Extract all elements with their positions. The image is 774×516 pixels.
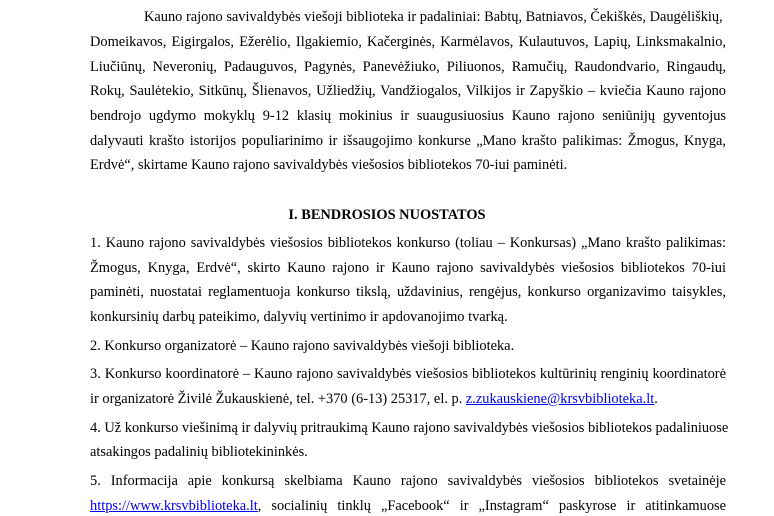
p5-line-2 bbox=[90, 497, 726, 515]
p1-line-2: Žmogus, Knyga, Erdvė“, skirto Kauno rajono ir Kauno rajono savivaldybės viešosios bibliotekos 70-iui bbox=[90, 260, 726, 276]
intro-line-6: dalyvauti krašto istorijos populiarinimo ir išsaugojimo konkurse „Mano krašto palikimas: Žmogus, Knyga, bbox=[90, 133, 726, 149]
intro-line-3: Liučiūnų, Neveronių, Padauguvos, Pagynės, Panevėžiuko, Piliuonos, Ramučių, Raudondvario, Ringaudų, bbox=[90, 59, 726, 75]
intro-line-2: Domeikavos, Eigirgalos, Ežerėlio, Ilgakiemio, Kačerginės, Karmėlavos, Kulautuvos, Lapių, Linksmakalnio, bbox=[90, 34, 726, 50]
section-heading: I. BENDROSIOS NUOSTATOS bbox=[288, 207, 486, 223]
p3-line-2-end: . bbox=[654, 391, 658, 407]
p3-line-2-text: ir organizatorė Živilė Žukauskienė, tel. +370 (6-13) 25317, el. p. bbox=[90, 391, 466, 407]
p2-line: 2. Konkurso organizatorė – Kauno rajono savivaldybės viešoji biblioteka. bbox=[90, 338, 515, 354]
p5-line-2-text: , socialinių tinklų „Facebook“ ir „Instagram“ paskyrose ir atitinkamuose bbox=[257, 498, 726, 514]
p5-line-1: 5. Informacija apie konkursą skelbiama Kauno rajono savivaldybės viešosios bibliotekos svetainėje bbox=[90, 473, 726, 489]
intro-line-7: Erdvė“, skirtame Kauno rajono savivaldybės viešosios bibliotekos 70-iui paminėti. bbox=[90, 157, 568, 173]
p1-line-4: konkursinių darbų pateikimo, dalyvių vertinimo ir apdovanojimo tvarką. bbox=[90, 309, 508, 325]
intro-line-1: Kauno rajono savivaldybės viešoji biblioteka ir padaliniai: Babtų, Batniavos, Čekiškės, Daugėliškių, bbox=[144, 9, 723, 25]
p4-line-2: atsakingos padalinių bibliotekininkės. bbox=[90, 444, 308, 460]
p3-line-2 bbox=[90, 390, 658, 408]
intro-line-5: bendrojo ugdymo mokyklų 9-12 klasių mokinius ir suaugusiuosius Kauno rajono seniūnijų gyventojus bbox=[90, 108, 726, 124]
coordinator-email-link[interactable]: z.zukauskiene@krsvbiblioteka.lt bbox=[465, 391, 655, 407]
intro-line-4: Rokų, Saulėtekio, Sitkūnų, Šlienavos, Užliedžių, Vandžiogalos, Vilkijos ir Zapyškio – kviečia Kauno rajono bbox=[90, 83, 726, 99]
p3-line-1: 3. Konkurso koordinatorė – Kauno rajono savivaldybės viešosios bibliotekos kultūrinių renginių koordinatorė bbox=[90, 366, 726, 382]
p1-line-1: 1. Kauno rajono savivaldybės viešosios bibliotekos konkurso (toliau – Konkursas) „Mano krašto palikimas: bbox=[90, 235, 726, 251]
p1-line-3: paminėti, nuostatai reglamentuoja konkurso tikslą, uždavinius, rengėjus, konkurso organizavimo taisykles, bbox=[90, 284, 726, 300]
library-website-link[interactable]: https://www.krsvbiblioteka.lt bbox=[90, 498, 258, 514]
p4-line-1: 4. Už konkurso viešinimą ir dalyvių pritraukimą Kauno rajono savivaldybės viešosios bibliotekos padaliniuose bbox=[90, 420, 729, 436]
